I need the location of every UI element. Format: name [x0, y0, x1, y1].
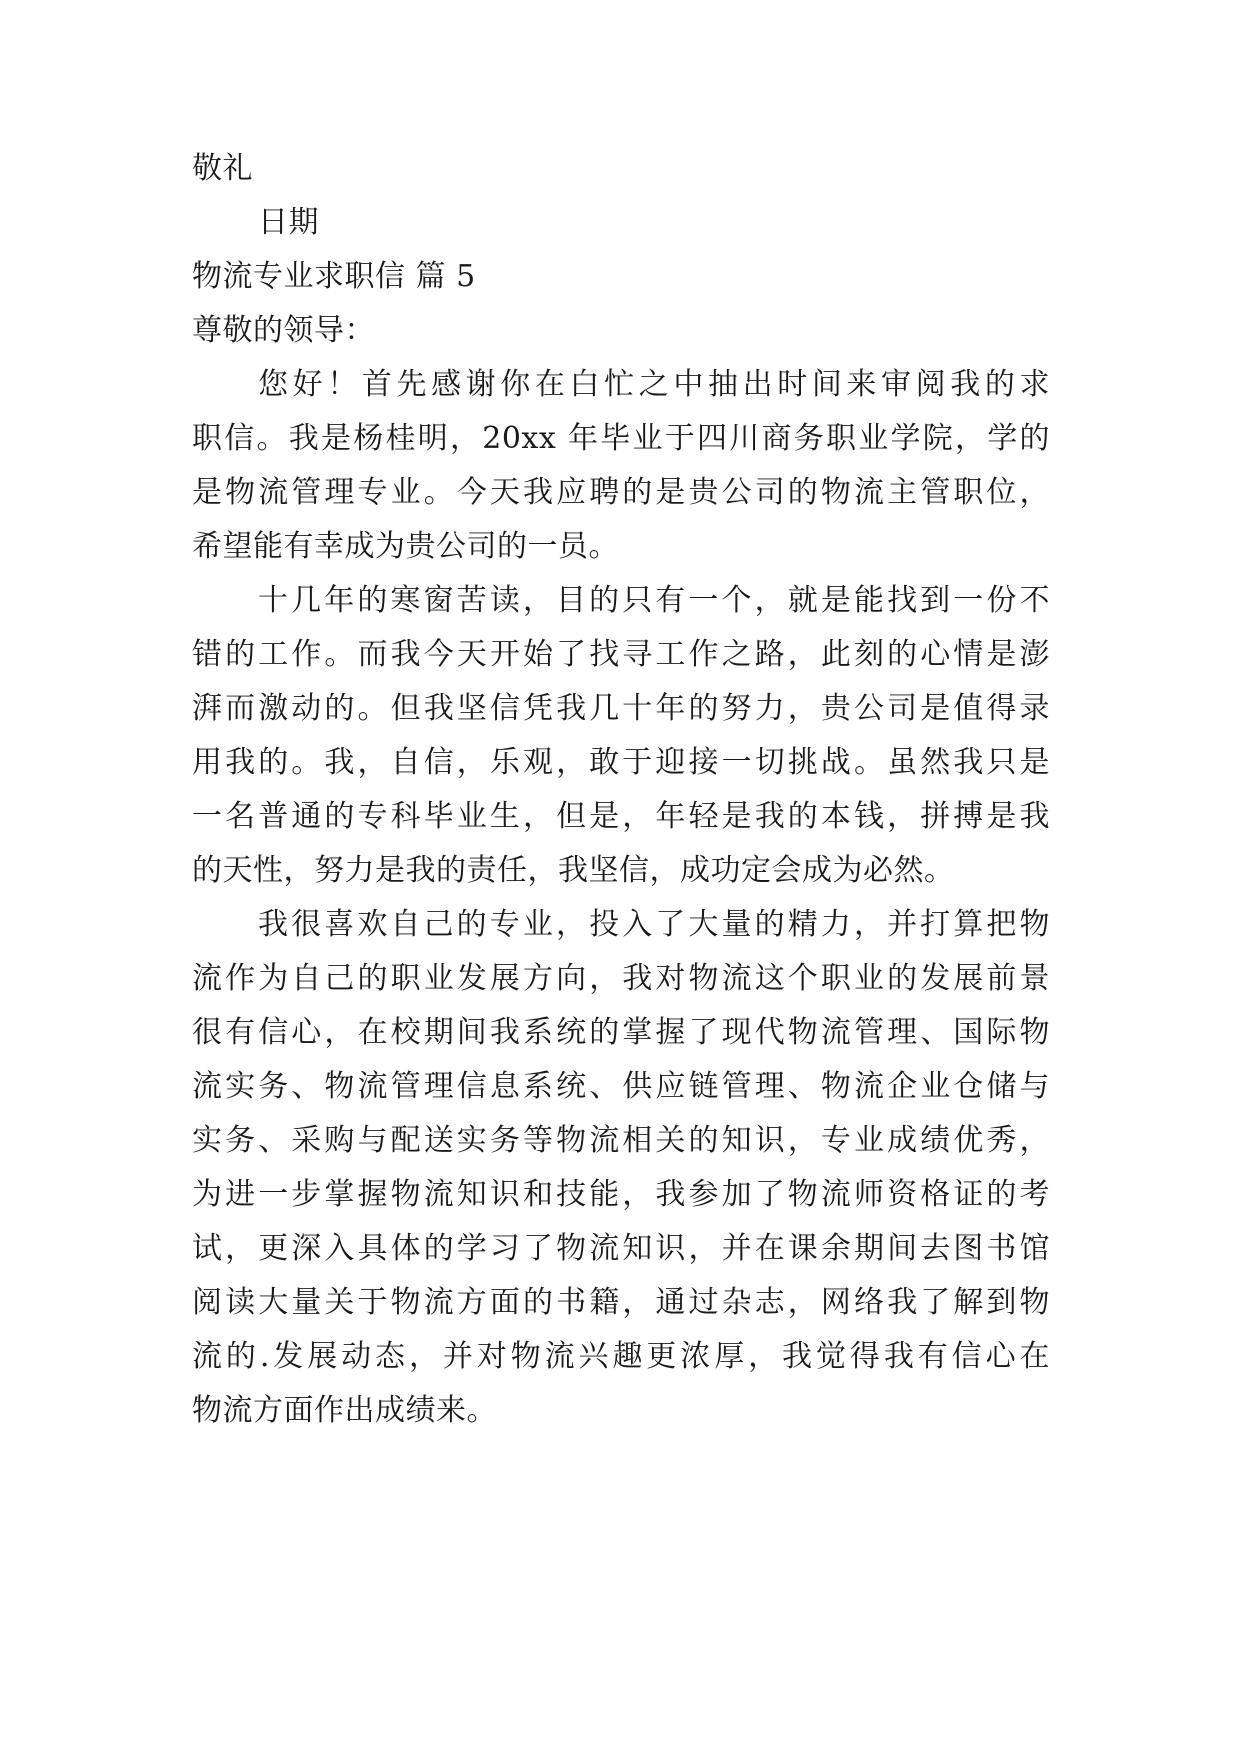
section-title: 物流专业求职信 篇 5 [192, 259, 476, 294]
paragraph-3-line-10: 物流方面作出成绩来。 [192, 1393, 497, 1428]
paragraph-1-line-1: 您好！首先感谢你在白忙之中抽出时间来审阅我的求 [258, 367, 1050, 402]
paragraph-2-line-1: 十几年的寒窗苦读，目的只有一个，就是能找到一份不 [258, 583, 1050, 618]
date-label: 日期 [258, 205, 319, 240]
closing-text: 敬礼 [192, 151, 253, 186]
paragraph-3-line-2: 流作为自己的职业发展方向，我对物流这个职业的发展前景 [192, 961, 1050, 996]
paragraph-3-line-7: 试，更深入具体的学习了物流知识，并在课余期间去图书馆 [192, 1231, 1050, 1266]
salutation: 尊敬的领导： [192, 313, 375, 348]
paragraph-2-line-6: 的天性，努力是我的责任，我坚信，成功定会成为必然。 [192, 853, 955, 888]
paragraph-2-line-2: 错的工作。而我今天开始了找寻工作之路，此刻的心情是澎 [192, 637, 1050, 672]
paragraph-3-line-8: 阅读大量关于物流方面的书籍，通过杂志，网络我了解到物 [192, 1285, 1050, 1320]
paragraph-3-line-9: 流的.发展动态，并对物流兴趣更浓厚，我觉得我有信心在 [192, 1339, 1050, 1374]
paragraph-3-line-3: 很有信心，在校期间我系统的掌握了现代物流管理、国际物 [192, 1015, 1050, 1050]
paragraph-1-line-2: 职信。我是杨桂明，20xx 年毕业于四川商务职业学院，学的 [192, 421, 1050, 456]
paragraph-1-line-3: 是物流管理专业。今天我应聘的是贵公司的物流主管职位， [192, 475, 1050, 510]
paragraph-2-line-3: 湃而激动的。但我坚信凭我几十年的努力，贵公司是值得录 [192, 691, 1050, 726]
paragraph-3-line-1: 我很喜欢自己的专业，投入了大量的精力，并打算把物 [258, 907, 1050, 942]
paragraph-2-line-4: 用我的。我，自信，乐观，敢于迎接一切挑战。虽然我只是 [192, 745, 1050, 780]
paragraph-1-line-4: 希望能有幸成为贵公司的一员。 [192, 529, 619, 564]
paragraph-2-line-5: 一名普通的专科毕业生，但是，年轻是我的本钱，拼搏是我 [192, 799, 1050, 834]
paragraph-3-line-6: 为进一步掌握物流知识和技能，我参加了物流师资格证的考 [192, 1177, 1050, 1212]
paragraph-3-line-4: 流实务、物流管理信息系统、供应链管理、物流企业仓储与 [192, 1069, 1050, 1104]
paragraph-3-line-5: 实务、采购与配送实务等物流相关的知识，专业成绩优秀， [192, 1123, 1050, 1158]
